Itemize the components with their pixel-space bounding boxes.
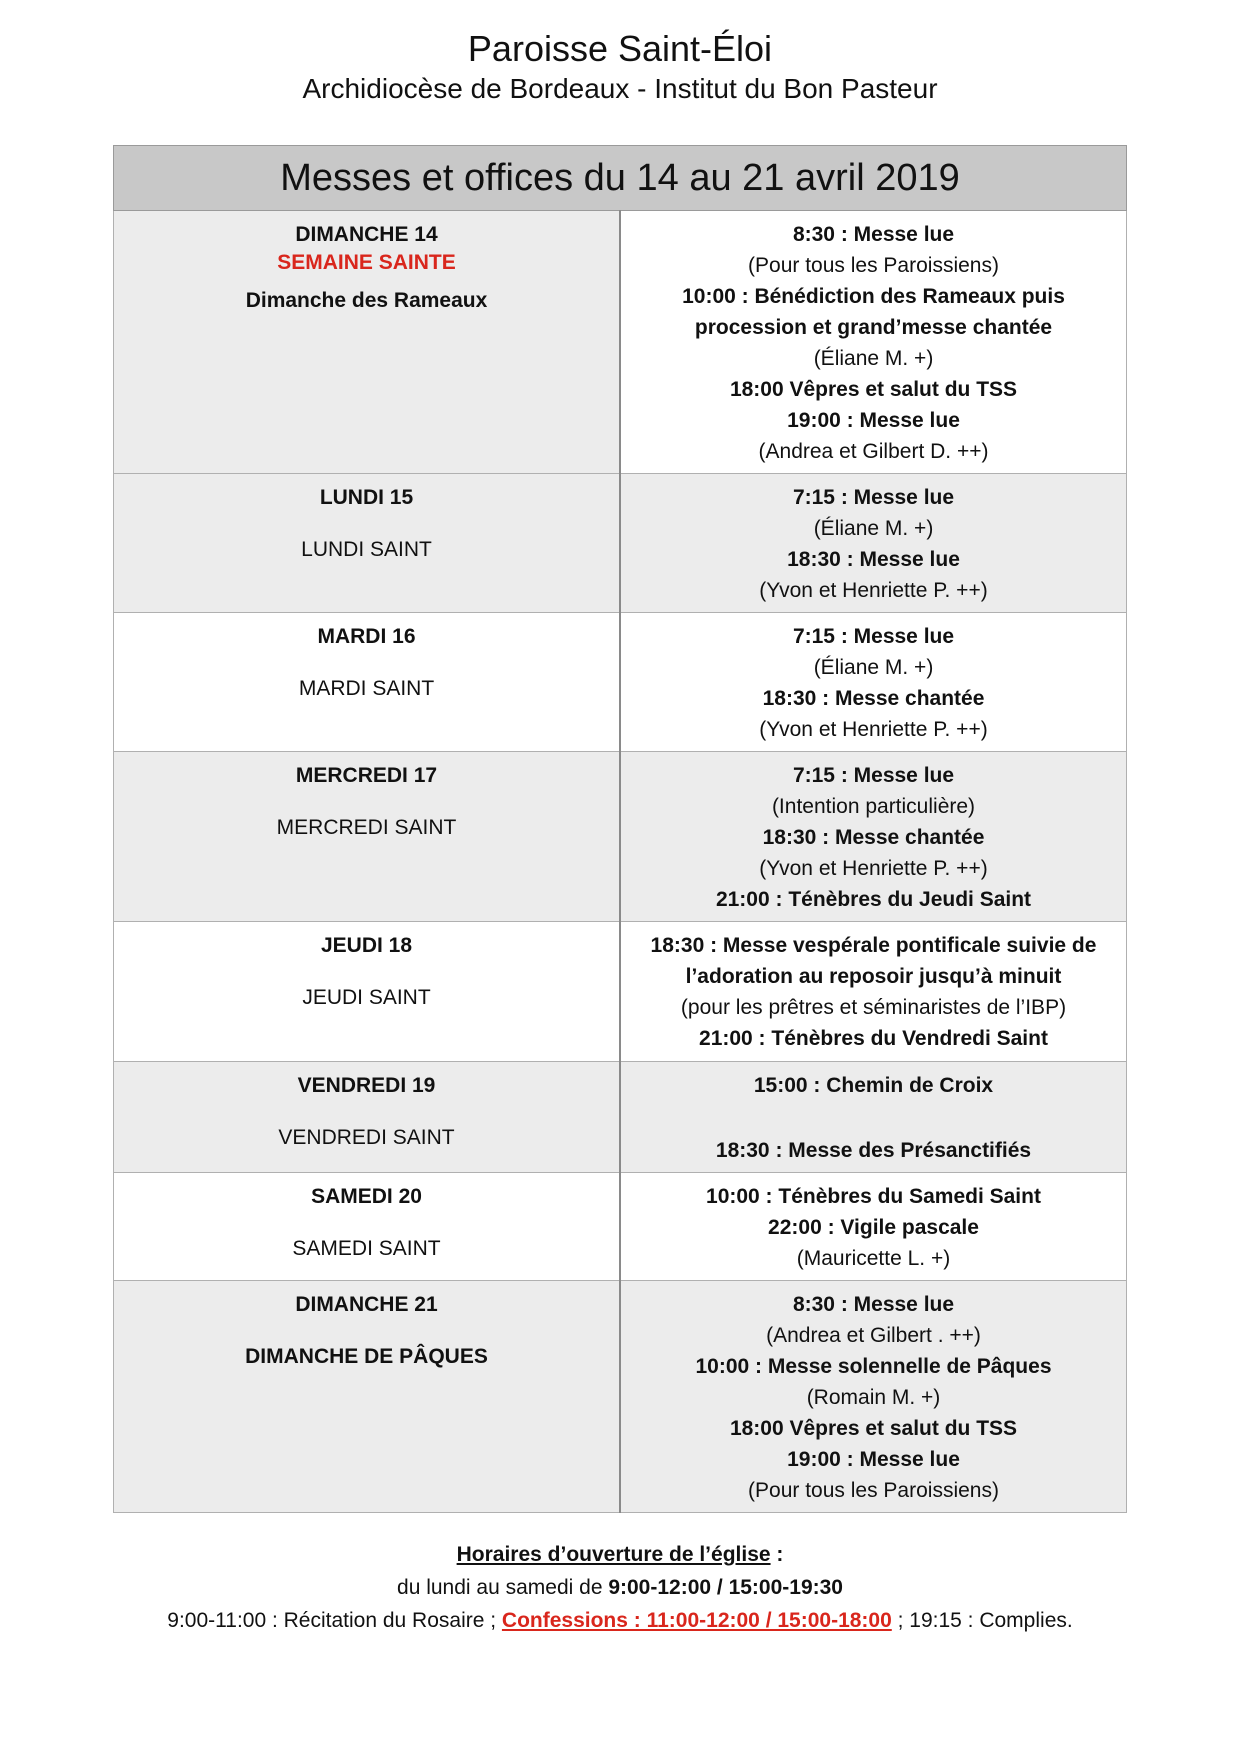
event-intention: (Intention particulière) (771, 795, 976, 818)
events-cell (620, 1062, 1127, 1173)
schedule-title: Messes et offices du 14 au 21 avril 2019 (114, 146, 1127, 211)
event-time: 21:00 : Ténèbres du Vendredi Saint (699, 1027, 1048, 1050)
daily-offices-line (0, 1604, 1240, 1637)
opening-hours-line (0, 1571, 1240, 1604)
table-row (114, 1062, 1127, 1173)
event-time: 18:30 : Messe chantée (762, 687, 985, 710)
event-time: 22:00 : Vigile pascale (768, 1216, 979, 1239)
event-time: 21:00 : Ténèbres du Jeudi Saint (715, 888, 1032, 911)
event-intention: (Yvon et Henriette P. ++) (759, 579, 988, 602)
events-cell (620, 1281, 1127, 1513)
events-cell (620, 613, 1127, 752)
opening-hours-title: Horaires d’ouverture de l’église (456, 1543, 771, 1566)
event-time: 10:00 : Messe solennelle de Pâques (695, 1355, 1052, 1378)
table-row (114, 1173, 1127, 1281)
parish-title: Paroisse Saint-Éloi (467, 28, 773, 69)
day-cell (114, 922, 621, 1062)
events-cell (620, 752, 1127, 922)
event-time: 18:30 : Messe vespérale pontificale suivie de l’adoration au reposoir jusqu’à minuit (650, 934, 1097, 988)
event-time: 7:15 : Messe lue (792, 764, 955, 787)
table-row (114, 922, 1127, 1062)
event-intention: (Yvon et Henriette P. ++) (759, 857, 988, 880)
table-row (114, 752, 1127, 922)
parish-subtitle: Archidiocèse de Bordeaux - Institut du Bon Pasteur (302, 73, 938, 104)
day-feast: DIMANCHE DE PÂQUES (245, 1345, 488, 1368)
event-time: 8:30 : Messe lue (792, 223, 955, 246)
events-cell (620, 211, 1127, 474)
day-name: DIMANCHE 14 (295, 223, 438, 246)
day-feast: LUNDI SAINT (301, 538, 432, 561)
table-row (114, 613, 1127, 752)
event-intention: (Yvon et Henriette P. ++) (759, 718, 988, 741)
event-time: 18:00 Vêpres et salut du TSS (729, 1417, 1018, 1440)
event-time: 15:00 : Chemin de Croix (753, 1074, 994, 1097)
day-name: LUNDI 15 (319, 486, 414, 509)
events-cell (620, 1173, 1127, 1281)
opening-hours-heading (0, 1538, 1240, 1571)
day-cell (114, 752, 621, 922)
day-feast: MERCREDI SAINT (276, 816, 457, 839)
day-name: DIMANCHE 21 (295, 1293, 438, 1316)
compline-time: ; 19:15 : Complies. (891, 1609, 1073, 1632)
event-time: 18:30 : Messe des Présanctifiés (715, 1139, 1032, 1162)
event-intention: (Éliane M. +) (813, 517, 934, 540)
event-intention: (Andrea et Gilbert . ++) (766, 1324, 981, 1347)
holy-week-label: SEMAINE SAINTE (277, 251, 456, 274)
event-intention: (Romain M. +) (806, 1386, 941, 1409)
day-name: MARDI 16 (317, 625, 416, 648)
event-intention: (Pour tous les Paroissiens) (748, 1479, 999, 1502)
day-name: VENDREDI 19 (297, 1074, 436, 1097)
table-row (114, 211, 1127, 474)
day-cell (114, 1173, 621, 1281)
table-row (114, 474, 1127, 613)
event-intention: (Pour tous les Paroissiens) (748, 254, 999, 277)
day-cell (114, 211, 621, 474)
event-time: 19:00 : Messe lue (787, 409, 960, 432)
event-time: 7:15 : Messe lue (792, 625, 955, 648)
schedule-table (113, 145, 1127, 1513)
opening-days: du lundi au samedi de (397, 1576, 609, 1599)
event-time: 8:30 : Messe lue (792, 1293, 955, 1316)
event-time: 18:30 : Messe chantée (762, 826, 985, 849)
event-time: 10:00 : Ténèbres du Samedi Saint (706, 1185, 1041, 1208)
table-row (114, 1281, 1127, 1513)
event-intention: (Éliane M. +) (813, 347, 934, 370)
opening-hours-colon: : (770, 1543, 784, 1566)
day-cell (114, 474, 621, 613)
rosary-time: 9:00-11:00 : Récitation du Rosaire ; (167, 1609, 502, 1632)
event-time: 19:00 : Messe lue (787, 1448, 960, 1471)
opening-hours: 9:00-12:00 / 15:00-19:30 (608, 1576, 843, 1599)
event-intention: (Éliane M. +) (813, 656, 934, 679)
day-feast: MARDI SAINT (298, 677, 435, 700)
events-cell (620, 474, 1127, 613)
confessions-hours: Confessions : 11:00-12:00 / 15:00-18:00 (501, 1609, 892, 1632)
event-intention: (Andrea et Gilbert D. ++) (758, 440, 989, 463)
event-time: 10:00 : Bénédiction des Rameaux puis procession et grand’messe chantée (682, 285, 1065, 339)
day-cell (114, 1062, 621, 1173)
event-time: 18:00 Vêpres et salut du TSS (729, 378, 1018, 401)
day-feast: JEUDI SAINT (302, 986, 431, 1009)
day-name: SAMEDI 20 (311, 1185, 422, 1208)
day-feast: Dimanche des Rameaux (245, 289, 488, 312)
day-feast: VENDREDI SAINT (278, 1126, 455, 1149)
day-name: MERCREDI 17 (295, 764, 438, 787)
event-intention: (pour les prêtres et séminaristes de l’IBP) (680, 996, 1067, 1019)
day-feast: SAMEDI SAINT (292, 1237, 441, 1260)
spacer (621, 1101, 1126, 1135)
day-cell (114, 613, 621, 752)
event-time: 18:30 : Messe lue (787, 548, 960, 571)
event-intention: (Mauricette L. +) (796, 1247, 951, 1270)
event-time: 7:15 : Messe lue (792, 486, 955, 509)
day-name: JEUDI 18 (320, 934, 413, 957)
footer (0, 1538, 1240, 1637)
day-cell (114, 1281, 621, 1513)
events-cell (620, 922, 1127, 1062)
header (0, 26, 1240, 106)
